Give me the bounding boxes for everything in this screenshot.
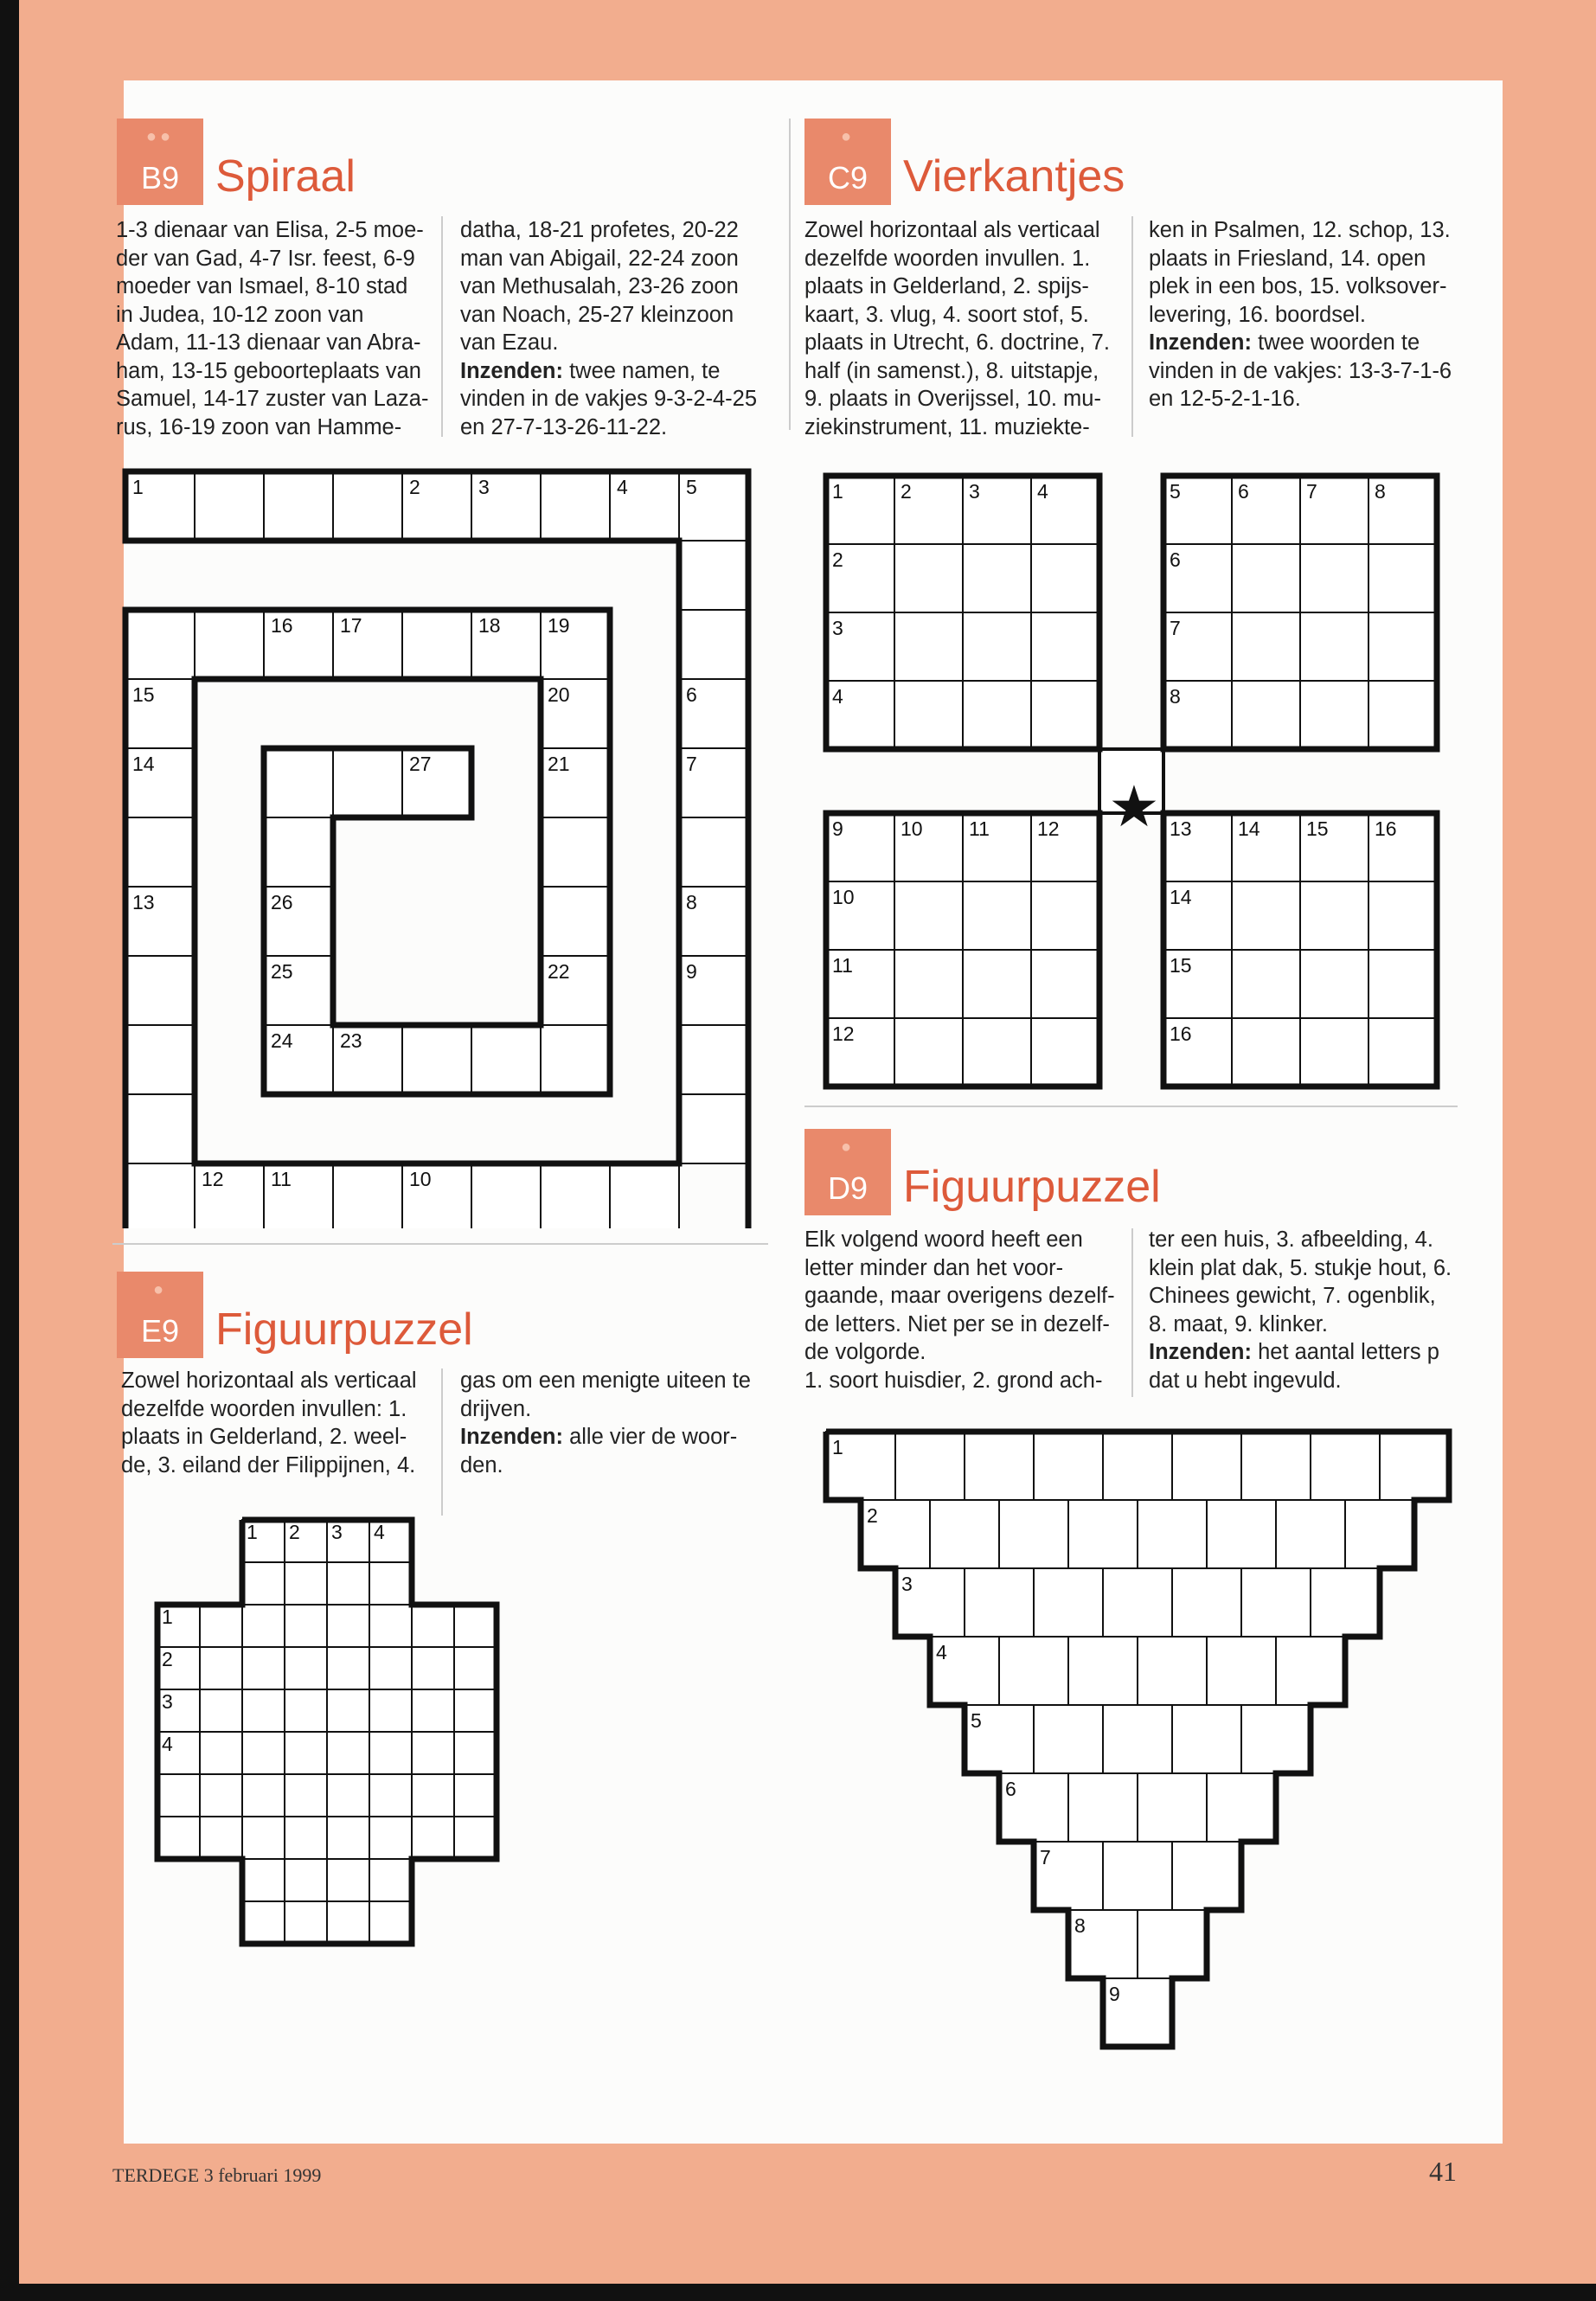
spiral-cell[interactable] [264,471,333,541]
cross-grid [147,1509,735,2106]
spiral-cell[interactable] [402,1025,471,1094]
spiral-number-21: 21 [548,753,570,775]
pyramid-number-2: 2 [867,1504,878,1527]
spiral-number-15: 15 [132,683,155,706]
cross-cell[interactable] [369,1817,412,1859]
squares-cell[interactable] [1232,612,1300,681]
pyramid-cell[interactable] [1103,1842,1172,1910]
cross-cell[interactable] [369,1774,412,1817]
d9-code: D9 [827,1170,869,1206]
spiral-number-9: 9 [686,960,697,983]
squares-number-15: 15 [1306,817,1329,840]
pyramid-number-7: 7 [1040,1846,1051,1868]
pyramid-cell[interactable] [1068,1637,1138,1705]
c9-d9-divider [804,1106,1458,1107]
spiral-number-1: 1 [132,476,144,498]
cross-cell[interactable] [454,1647,497,1689]
pyramid-cell[interactable] [965,1568,1034,1637]
spiral-number-11: 11 [271,1168,292,1190]
cross-number-left-1: 1 [162,1606,173,1628]
spiral-number-10: 10 [409,1168,432,1190]
d9-clues-col1: Elk volgend woord heeft een letter minder dan het voor- gaande, maar overigens dezelf- de letters. Niet per se in dezelf- de volgorde. 1. soort huisdier, 2. grond ach- [804,1227,1115,1393]
pyramid-number-6: 6 [1005,1778,1016,1800]
squares-cell[interactable] [1031,881,1099,950]
squares-cell[interactable] [1232,681,1300,749]
spiral-number-17: 17 [340,614,362,637]
squares-number-10: 10 [901,817,923,840]
spiral-number-18: 18 [478,614,501,637]
pyramid-cell[interactable] [1138,1637,1207,1705]
cross-cell[interactable] [369,1859,412,1901]
cross-cell[interactable] [369,1562,412,1605]
pyramid-cell[interactable] [1207,1500,1276,1568]
c9-submit-text: twee woorden te vinden in de vakjes: 13-3-7-1-6 en 12-5-2-1-16. [1149,330,1452,411]
squares-cell[interactable] [963,1018,1031,1086]
cross-cell[interactable] [454,1817,497,1859]
spiral-cell[interactable] [541,887,610,956]
squares-cell[interactable] [894,950,963,1018]
e9-code: E9 [140,1313,180,1349]
squares-cell[interactable] [1300,881,1368,950]
pyramid-cell[interactable] [1138,1910,1207,1978]
pyramid-cell[interactable] [1172,1842,1241,1910]
d9-column-divider [1131,1228,1133,1397]
pyramid-cell[interactable] [1103,1568,1172,1637]
squares-number-2: 2 [901,480,912,503]
pyramid-cell[interactable] [895,1432,965,1500]
d9-submit-label: Inzenden: [1149,1340,1252,1364]
d9-header [804,1129,1161,1215]
b9-code: B9 [140,160,180,195]
e9-badge [117,1272,203,1358]
cross-cell[interactable] [242,1732,285,1774]
squares-down-number-12: 12 [832,1022,855,1045]
squares-cell[interactable] [1232,881,1300,950]
cross-cell[interactable] [242,1689,285,1732]
c9-clues-col1: Zowel horizontaal als verticaal dezelfde woorden invullen. 1. plaats in Gelderland, 2. spijs- kaart, 3. vlug, 4. soort stof, 5. plaats in Utrecht, 6. doctrine, 7. half (in samenst.), 8. uitstapje, 9. plaats in Overijssel, 10. mu- ziekinstrument, 11. muziekte- [804,218,1110,439]
squares-cell[interactable] [1232,950,1300,1018]
pyramid-number-8: 8 [1074,1914,1086,1937]
spiral-cell[interactable] [471,1163,541,1228]
cross-cell[interactable] [285,1647,327,1689]
cross-cell[interactable] [242,1817,285,1859]
pyramid-cell[interactable] [1276,1500,1345,1568]
pyramid-cell[interactable] [1034,1705,1103,1773]
cross-cell[interactable] [327,1817,369,1859]
cross-cell[interactable] [285,1689,327,1732]
cross-cell[interactable] [369,1901,412,1944]
spiral-number-20: 20 [548,683,570,706]
squares-down-number-8: 8 [1170,685,1181,708]
e9-title: Figuurpuzzel [215,1304,473,1355]
pyramid-cell[interactable] [930,1500,999,1568]
spiral-cell[interactable] [541,817,610,887]
squares-number-8: 8 [1375,480,1386,503]
squares-down-number-6: 6 [1170,548,1181,571]
e9-column-divider [441,1368,443,1516]
squares-number-4: 4 [1037,480,1048,503]
cross-cell[interactable] [369,1605,412,1647]
spiral-cell[interactable] [125,610,195,679]
squares-cell[interactable] [894,681,963,749]
b9-submit-label: Inzenden: [460,358,563,383]
section-divider-top [789,119,791,430]
pyramid-cell[interactable] [1103,1705,1172,1773]
cross-number-top-4: 4 [374,1521,385,1543]
pyramid-cell[interactable] [1103,1432,1172,1500]
squares-number-11: 11 [969,817,990,840]
squares-cell[interactable] [894,1018,963,1086]
cross-number-top-2: 2 [289,1521,300,1543]
cross-cell[interactable] [369,1689,412,1732]
b9-header [117,119,356,205]
cross-cell[interactable] [200,1605,242,1647]
squares-cell[interactable] [963,612,1031,681]
spiral-cell[interactable] [541,471,610,541]
spiral-cell[interactable] [333,471,402,541]
squares-cell[interactable] [1232,544,1300,612]
cross-cell[interactable] [327,1859,369,1901]
cross-cell[interactable] [200,1732,242,1774]
b9-clues-col1: 1-3 dienaar van Elisa, 2-5 moe- der van Gad, 4-7 Isr. feest, 6-9 moeder van Ismael, 8-10 stad in Judea, 10-12 zoon van Adam, 11-13 dienaar van Abra- ham, 13-15 geboorteplaats van Samuel, 14-17 zuster van Laza- rus, 16-19 zoon van Hamme- [116,218,429,439]
pyramid-cell[interactable] [1241,1432,1311,1500]
squares-cell[interactable] [1368,612,1437,681]
cross-cell[interactable] [327,1901,369,1944]
squares-down-number-3: 3 [832,617,843,639]
spiral-cell[interactable] [679,1025,748,1094]
spiral-cell[interactable] [679,541,748,610]
squares-down-number-15: 15 [1170,954,1192,977]
spiral-cell[interactable] [125,1163,195,1228]
d9-dots: ● [840,1138,856,1157]
squares-down-number-11: 11 [832,954,853,977]
cross-cell[interactable] [412,1647,454,1689]
e9-dots: ● [152,1280,168,1299]
spiral-cell[interactable] [333,1163,402,1228]
cross-cell[interactable] [200,1817,242,1859]
pyramid-cell[interactable] [1207,1637,1276,1705]
squares-cell[interactable] [1368,881,1437,950]
cross-cell[interactable] [412,1774,454,1817]
pyramid-cell[interactable] [1241,1705,1311,1773]
cross-number-top-1: 1 [247,1521,258,1543]
squares-cell[interactable] [1300,1018,1368,1086]
squares-cell[interactable] [1232,1018,1300,1086]
squares-number-14: 14 [1238,817,1260,840]
spiral-cell[interactable] [264,817,333,887]
b9-col2-text: datha, 18-21 profetes, 20-22 man van Abigail, 22-24 zoon van Methusalah, 23-26 zoon van Noach, 25-27 kleinzoon van Ezau. [460,218,739,355]
pyramid-cell[interactable] [1172,1568,1241,1637]
squares-cell[interactable] [1300,950,1368,1018]
cross-cell[interactable] [157,1817,200,1859]
spiral-number-25: 25 [271,960,293,983]
spiral-number-3: 3 [478,476,490,498]
c9-column-divider [1131,216,1133,437]
squares-cell[interactable] [1368,950,1437,1018]
footer-magazine: TERDEGE 3 februari 1999 [112,2164,322,2186]
b9-clues-col2 [460,216,757,441]
squares-cell[interactable] [1368,544,1437,612]
pyramid-grid [813,1419,1453,2059]
squares-cell[interactable] [1031,1018,1099,1086]
spiral-cell[interactable] [125,817,195,887]
cross-cell[interactable] [412,1817,454,1859]
pyramid-number-3: 3 [901,1573,913,1595]
cross-cell[interactable] [412,1605,454,1647]
pyramid-number-1: 1 [832,1436,843,1458]
pyramid-cell[interactable] [1311,1432,1380,1500]
c9-badge [804,119,891,205]
spiral-number-8: 8 [686,891,697,913]
squares-cell[interactable] [894,881,963,950]
squares-down-number-7: 7 [1170,617,1181,639]
cross-cell[interactable] [242,1647,285,1689]
c9-code: C9 [827,160,869,195]
cross-cell[interactable] [454,1605,497,1647]
b9-badge [117,119,203,205]
spiral-number-12: 12 [202,1168,224,1190]
squares-cell[interactable] [1368,681,1437,749]
squares-cell[interactable] [894,612,963,681]
spiral-cell[interactable] [679,1094,748,1163]
spiral-cell[interactable] [125,1025,195,1094]
b9-title: Spiraal [215,151,356,202]
pyramid-number-5: 5 [971,1709,982,1732]
spiral-cell[interactable] [333,748,402,817]
squares-cell[interactable] [1031,612,1099,681]
d9-clues-col2 [1149,1226,1452,1394]
cross-cell[interactable] [242,1859,285,1901]
spiral-number-7: 7 [686,753,697,775]
squares-number-12: 12 [1037,817,1060,840]
spiral-number-27: 27 [409,753,432,775]
spiral-number-24: 24 [271,1029,293,1052]
squares-cell[interactable] [894,544,963,612]
cross-cell[interactable] [369,1647,412,1689]
spiral-cell[interactable] [541,1025,610,1094]
cross-cell[interactable] [285,1732,327,1774]
cross-cell[interactable] [200,1689,242,1732]
pyramid-cell[interactable] [1345,1500,1414,1568]
squares-number-3: 3 [969,480,980,503]
b9-dots: ●● [145,127,175,146]
squares-down-number-2: 2 [832,548,843,571]
squares-down-number-4: 4 [832,685,843,708]
pyramid-cell[interactable] [1068,1773,1138,1842]
squares-number-1: 1 [832,480,843,503]
e9-submit-text: alle vier de woor- den. [460,1425,738,1477]
cross-cell[interactable] [285,1774,327,1817]
cross-number-left-3: 3 [162,1690,173,1713]
pyramid-number-9: 9 [1109,1983,1120,2005]
cross-cell[interactable] [285,1901,327,1944]
spiral-cell[interactable] [679,610,748,679]
spiral-number-26: 26 [271,891,293,913]
spiral-number-5: 5 [686,476,697,498]
squares-cell[interactable] [963,950,1031,1018]
cross-cell[interactable] [327,1689,369,1732]
squares-cell[interactable] [1031,681,1099,749]
squares-cell[interactable] [1031,950,1099,1018]
squares-number-9: 9 [832,817,843,840]
d9-title: Figuurpuzzel [903,1162,1161,1212]
cross-cell[interactable] [369,1732,412,1774]
spiral-cell[interactable] [679,817,748,887]
spiral-number-13: 13 [132,891,155,913]
cross-cell[interactable] [327,1562,369,1605]
squares-number-7: 7 [1306,480,1317,503]
cross-cell[interactable] [454,1732,497,1774]
b9-submit-text: twee namen, te vinden in de vakjes 9-3-2-4-25 en 27-7-13-26-11-22. [460,358,758,439]
squares-number-16: 16 [1375,817,1397,840]
e9-col2-text: gas om een menigte uiteen te drijven. [460,1368,751,1421]
cross-cell[interactable] [412,1732,454,1774]
pyramid-cell[interactable] [1068,1500,1138,1568]
c9-header [804,119,1125,205]
cross-cell[interactable] [200,1774,242,1817]
spiral-cell[interactable] [125,1094,195,1163]
cross-cell[interactable] [285,1562,327,1605]
cross-cell[interactable] [242,1774,285,1817]
spiral-cell[interactable] [125,956,195,1025]
pyramid-cell[interactable] [1034,1432,1103,1500]
d9-badge [804,1129,891,1215]
spiral-cell[interactable] [402,610,471,679]
c9-clues-col2 [1149,216,1452,413]
cross-cell[interactable] [327,1774,369,1817]
pyramid-cell[interactable] [1311,1568,1380,1637]
pyramid-cell[interactable] [965,1432,1034,1500]
pyramid-cell[interactable] [1172,1705,1241,1773]
cross-cell[interactable] [200,1647,242,1689]
cross-cell[interactable] [327,1605,369,1647]
squares-cell[interactable] [1031,544,1099,612]
pyramid-cell[interactable] [1241,1568,1311,1637]
squares-number-6: 6 [1238,480,1249,503]
pyramid-cell[interactable] [1138,1500,1207,1568]
cross-cell[interactable] [412,1689,454,1732]
cross-cell[interactable] [285,1605,327,1647]
c9-col2-text: ken in Psalmen, 12. schop, 13. plaats in Friesland, 14. open plek in een bos, 15. volksover- levering, 16. boordsel. [1149,218,1451,327]
c9-dots: ● [840,127,856,146]
e9-submit-label: Inzenden: [460,1425,563,1449]
spiral-number-23: 23 [340,1029,362,1052]
pyramid-cell[interactable] [1380,1432,1449,1500]
squares-cell[interactable] [963,881,1031,950]
cross-number-left-2: 2 [162,1648,173,1670]
cross-cell[interactable] [285,1859,327,1901]
d9-col2-text: ter een huis, 3. afbeelding, 4. klein plat dak, 5. stukje hout, 6. Chinees gewicht, 7. ogenblik, 8. maat, 9. klinker. [1149,1227,1452,1336]
spiral-number-16: 16 [271,614,293,637]
cross-cell[interactable] [242,1562,285,1605]
spiral-cell[interactable] [264,748,333,817]
pyramid-cell[interactable] [1172,1432,1241,1500]
pyramid-number-4: 4 [936,1641,947,1663]
e9-header [117,1272,473,1358]
spiral-number-22: 22 [548,960,570,983]
spiral-cell[interactable] [471,1025,541,1094]
spiral-number-19: 19 [548,614,570,637]
pyramid-cell[interactable] [999,1637,1068,1705]
spiral-number-6: 6 [686,683,697,706]
cross-cell[interactable] [157,1774,200,1817]
c9-title: Vierkantjes [903,151,1125,202]
squares-grid [813,463,1453,1094]
star-icon: ★ [1108,773,1160,840]
cross-cell[interactable] [285,1817,327,1859]
cross-number-left-4: 4 [162,1733,173,1755]
squares-cell[interactable] [963,681,1031,749]
b9-column-divider [441,216,443,437]
squares-cell[interactable] [1300,612,1368,681]
c9-submit-label: Inzenden: [1149,330,1252,355]
page-number: 41 [1429,2156,1457,2187]
squares-cell[interactable] [1368,1018,1437,1086]
squares-cell[interactable] [1300,544,1368,612]
cross-cell[interactable] [454,1689,497,1732]
pyramid-cell[interactable] [999,1500,1068,1568]
squares-cell[interactable] [963,544,1031,612]
pyramid-cell[interactable] [1138,1773,1207,1842]
squares-down-number-14: 14 [1170,886,1192,908]
spiral-number-2: 2 [409,476,420,498]
squares-number-13: 13 [1170,817,1192,840]
squares-down-number-16: 16 [1170,1022,1192,1045]
pyramid-cell[interactable] [1034,1568,1103,1637]
b9-e9-divider [112,1243,768,1245]
spiral-cell[interactable] [610,1163,679,1228]
spiral-number-14: 14 [132,753,155,775]
spiral-cell[interactable] [541,1163,610,1228]
pyramid-cell[interactable] [1207,1773,1276,1842]
spiral-grid [112,458,779,1228]
e9-clues-col1: Zowel horizontaal als verticaal dezelfde woorden invullen: 1. plaats in Gelderland, 2. weel- de, 3. eiland der Filippijnen, 4. [121,1368,417,1477]
squares-cell[interactable] [1300,681,1368,749]
cross-cell[interactable] [242,1901,285,1944]
spiral-cell[interactable] [195,471,264,541]
cross-cell[interactable] [327,1647,369,1689]
cross-number-top-3: 3 [331,1521,343,1543]
spiral-cell[interactable] [195,610,264,679]
squares-down-number-10: 10 [832,886,855,908]
cross-cell[interactable] [327,1732,369,1774]
pyramid-cell[interactable] [1276,1637,1345,1705]
d9-submit-text: het aantal letters p dat u hebt ingevuld. [1149,1340,1439,1393]
cross-cell[interactable] [454,1774,497,1817]
e9-clues-col2 [460,1367,751,1479]
cross-cell[interactable] [242,1605,285,1647]
squares-number-5: 5 [1170,480,1181,503]
spiral-number-4: 4 [617,476,628,498]
